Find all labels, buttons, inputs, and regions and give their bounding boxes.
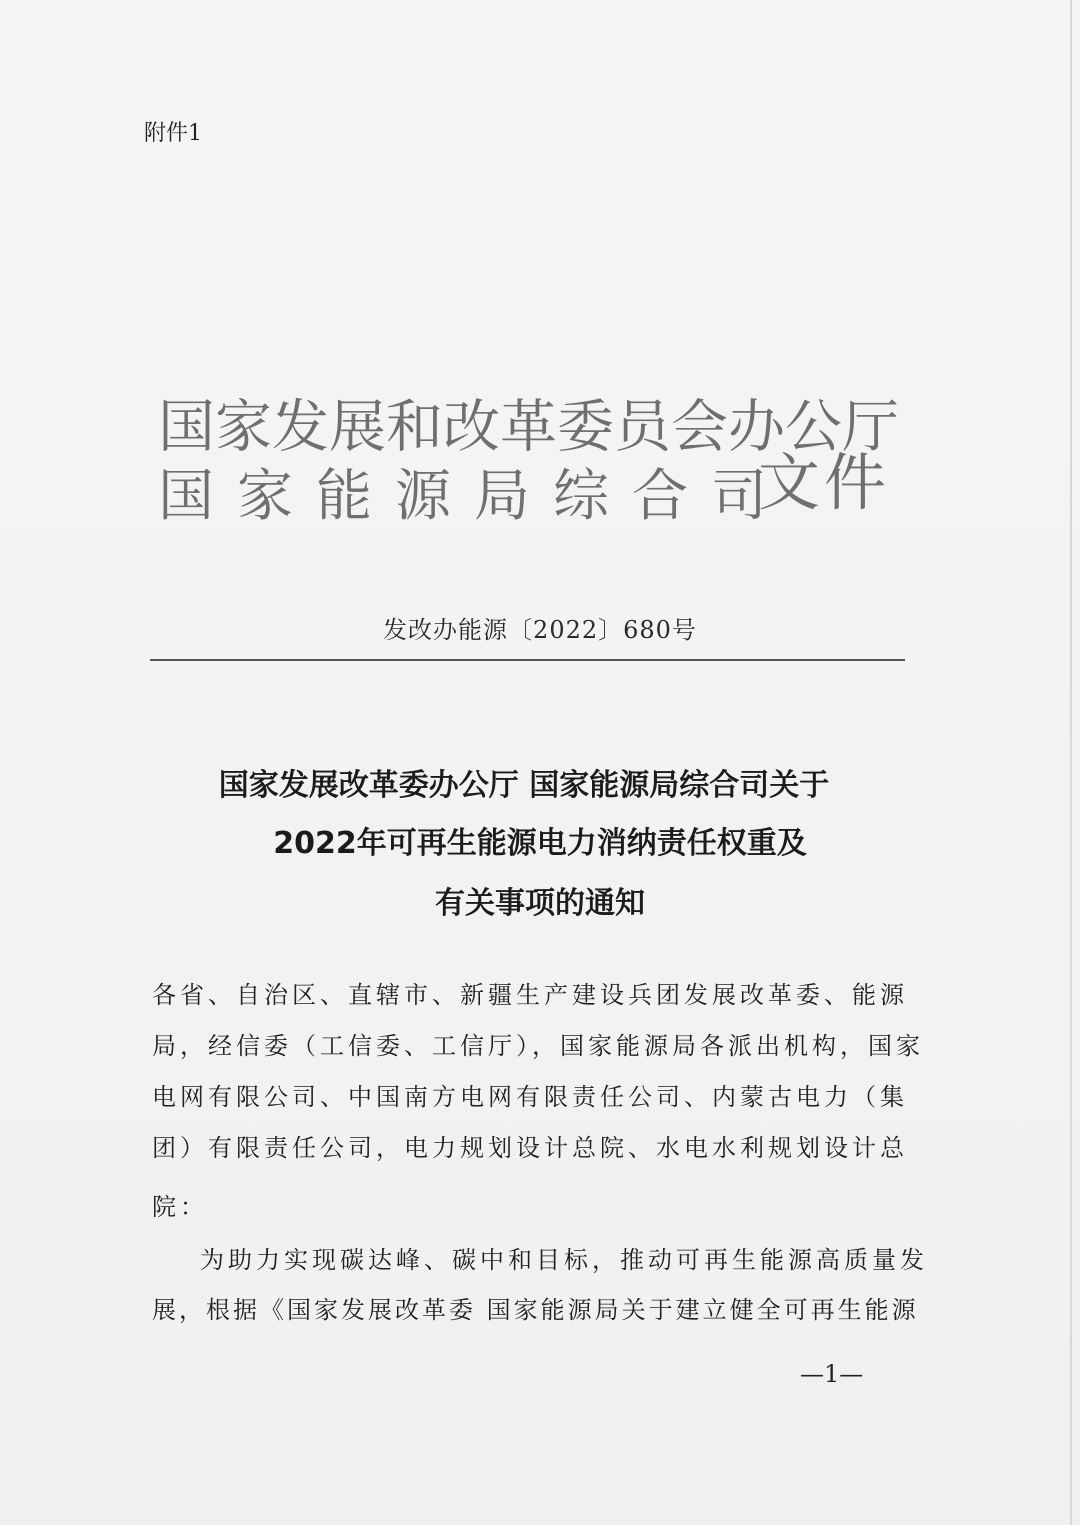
document-title-line-1: 国家发展改革委办公厅 国家能源局综合司关于 [218, 768, 830, 803]
paragraph-line: 展，根据《国家发展改革委 国家能源局关于建立健全可再生能源 [152, 1296, 919, 1324]
issuing-org-line-2: 国家能源局综合司 [158, 464, 790, 529]
issuing-org-line-1: 国家发展和改革委员会办公厅 [158, 394, 899, 460]
recipients-line: 电网有限公司、中国南方电网有限责任公司、内蒙古电力（集 [152, 1083, 908, 1111]
header-divider [150, 659, 905, 661]
recipients-line: 团）有限责任公司，电力规划设计总院、水电水利规划设计总 [152, 1134, 908, 1162]
recipients-line: 院： [152, 1193, 208, 1221]
paragraph-line: 为助力实现碳达峰、碳中和目标，推动可再生能源高质量发 [200, 1246, 928, 1274]
scan-edge-line [1070, 0, 1072, 1525]
page-number: —1— [800, 1360, 864, 1388]
attachment-label: 附件1 [144, 121, 202, 146]
document-title-line-2: 2022年可再生能源电力消纳责任权重及 [273, 826, 807, 861]
recipients-line: 各省、自治区、直辖市、新疆生产建设兵团发展改革委、能源 [152, 981, 908, 1009]
document-title-line-3: 有关事项的通知 [435, 886, 645, 921]
recipients-line: 局，经信委（工信委、工信厅），国家能源局各派出机构，国家 [152, 1032, 924, 1060]
document-header-suffix: 文件 [758, 446, 891, 519]
document-number: 发改办能源〔2022〕680号 [383, 616, 697, 644]
document-header [158, 394, 899, 545]
